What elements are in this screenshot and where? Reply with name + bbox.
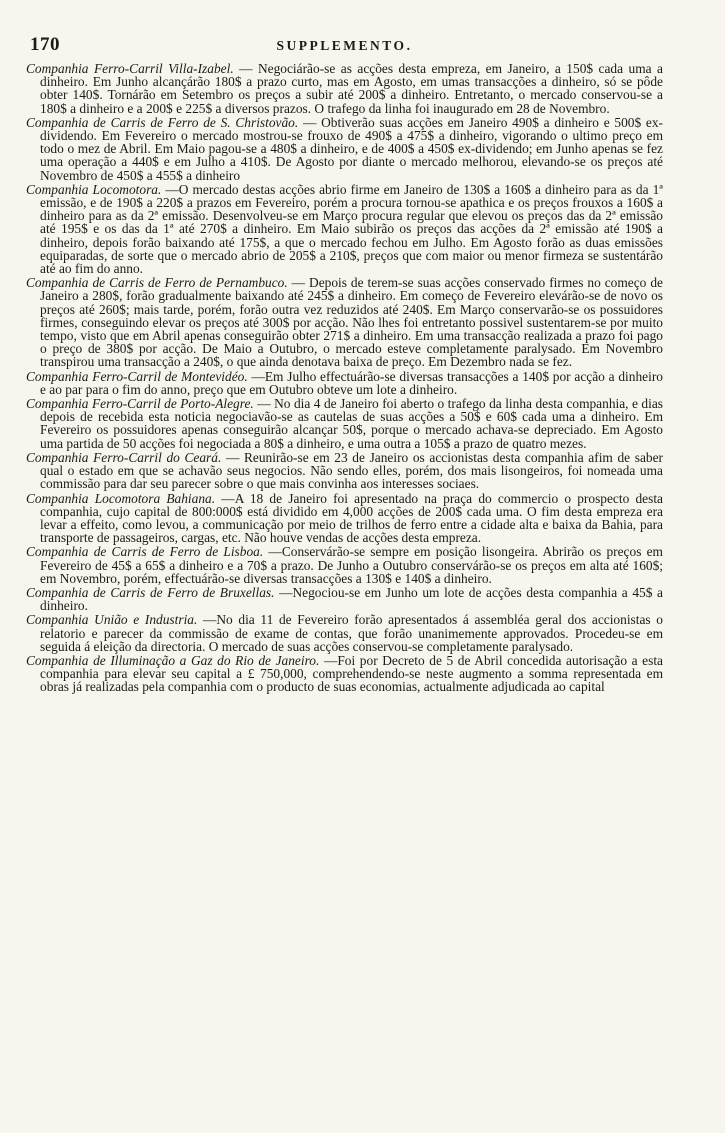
entry-body: — Negociárão-se as acções desta empreza, em Janeiro, a 150$ cada uma a dinheiro. Em Junho alcançárão 180$ a prazo curto, mas em Agosto, em umas transacções a dinheiro, só se pôde obter 140$. Tornárão em Setembro os preços a subir até 200$ a dinheiro. Entretanto, o mercado conservou-se a 180$ a dinheiro e a 200$ e 225$ a diversos prazos. O trafego da linha foi inaugurado em 28 de Novembro. [40,61,663,116]
entry-body: —Foi por Decreto de 5 de Abril concedida autorisação a esta companhia para elevar seu capital a £ 750,000, comprehendendo-se neste augmento a somma representada em obras já realizadas pela companhia com o producto de suas economias, actualmente adjudicada ao capital [40,652,663,695]
entry-title: Companhia de Carris de Ferro de S. Christovão. [26,114,299,130]
entry-body: — Obtiverão suas acções em Janeiro 490$ a dinheiro e 500$ ex-dividendo. Em Fevereiro o mercado mostrou-se frouxo de 490$ a 475$ a dinheiro, vigorando o ultimo preço em todo o mez de Abril. Em Maio pagou-se a 480$ a dinheiro, e de 400$ a 450$ ex-dividendo; em Junho apenas se fez uma operação a 440$ e em Julho a 410$. De Agosto por diante o mercado melhorou, elevando-se os preços até Novembro de 450$ a 455$ a dinheiro [40,114,663,183]
entry-bruxellas [26,586,663,612]
entry-body: — Depois de terem-se suas acções conservado firmes no começo de Janeiro a 280$, forão gradualmente baixando até 245$ a dinheiro. Em começo de Fevereiro elevárão-se de novo os preços até 260$; mais tarde, porém, forão outra vez reduzidos até 240$. Em Março conservarão-se os possuidores firmes, conseguindo elevar os preços até 300$ por acção. Não lhes foi entretanto possivel sustentarem-se por muito tempo, visto que em Abril apenas conseguirão obter 271$ a dinheiro. Em uma transacção realizada a prazo foi pago o preço de 380$ por acção. De Maio a Outubro, o mercado esteve completamente paralysado. Em Novembro transpirou uma transacção a 240$, o que ainda denotava baixa de preço. Em Dezembro nada se fez. [40,275,663,370]
entry-body: —A 18 de Janeiro foi apresentado na praça do commercio o prospecto desta companhia, cujo capital de 800:000$ está dividido em 4,000 acções de 200$ cada uma. O fim desta empreza era levar a effeito, como levou, a communicação por meio de trilhos de ferro entre a cidade alta e baixa da Bahia, para transporte de passageiros, cargas, etc. Não houve vendas de acções desta empreza. [40,490,663,546]
entry-locomotora [26,183,663,275]
entry-title: Companhia de Illuminação a Gaz do Rio de Janeiro. [26,652,320,668]
entry-title: Companhia Locomotora. [26,181,162,197]
entry-title: Companhia Ferro-Carril de Porto-Alegre. [26,396,254,412]
entry-body: —O mercado destas acções abrio firme em Janeiro de 130$ a 160$ a dinheiro para as da 1ª emissão, e de 190$ a 220$ a prazos em Fevereiro, porém a procura tornou-se apathica e os preços frouxos a 160$ a dinheiro para as da 2ª emissão. Desenvolveu-se em Março procura regular que elevou os preços das da 2ª emissão até 195$ e os das da 1ª até 270$ a dinheiro. Em Maio subirão os preços das acções da 2ª emissão até 190$ a dinheiro, depois forão baixando até 175$, a que o mercado fechou em Julho. Em Agosto forão as duas emissões equiparadas, de sorte que o mercado abrio de 205$ a 210$, preços que com maior ou menor firmeza se sustentárão até ao fim do anno. [40,181,663,277]
running-head: SUPPLEMENTO. [276,38,413,53]
entry-lisboa [26,545,663,585]
entry-body: — No dia 4 de Janeiro foi aberto o trafego da linha desta companhia, e dias depois de recebida esta noticia negociavão-se as cautelas de suas acções a 50$ e 60$ cada uma a dinheiro. Em Fevereiro os possuidores apenas conseguirão alcançar 50$, porque o mercado achava-se depreciado. Em Agosto uma partida de 50 acções foi negociada a 80$ a dinheiro, e uma outra a 105$ a prazo de quatro mezes. [40,396,663,451]
entry-pernambuco [26,276,663,368]
entry-title: Companhia União e Industria. [26,612,198,628]
entry-title: Companhia Ferro-Carril de Montevidéo. [26,368,248,384]
entry-villa-izabel [26,62,663,115]
entry-title: Companhia Ferro-Carril do Ceará. [26,449,222,465]
entry-body: —No dia 11 de Fevereiro forão apresentados á assembléa geral dos accionistas o relatorio e parecer da commissão de exame de contas, que forão unanimemente approvados. Procedeu-se em seguida á eleição da directoria. O mercado de suas acções conservou-se completamente paralysado. [40,612,663,654]
entry-ceara [26,451,663,491]
entry-title: Companhia Locomotora Bahiana. [26,490,216,506]
entry-montevideo [26,370,663,396]
entries-list [26,62,663,694]
entry-uniao-industria [26,613,663,653]
entry-title: Companhia Ferro-Carril Villa-Izabel. [26,61,234,76]
entry-illuminacao-gaz [26,654,663,694]
page-header [26,34,663,58]
entry-body: —Em Julho effectuárão-se diversas transacções a 140$ por acção a dinheiro e ao par para o fim do anno, preço que em Outubro obteve um lote a dinheiro. [40,368,663,397]
entry-porto-alegre [26,397,663,450]
entry-body: —Negociou-se em Junho um lote de acções desta companhia a 45$ a dinheiro. [40,584,664,614]
entry-s-christovao [26,116,663,182]
entry-title: Companhia de Carris de Ferro de Pernambuco. [26,275,288,291]
page-number: 170 [30,34,60,55]
entry-body: — Reunirão-se em 23 de Janeiro os accionistas desta companhia afim de saber qual o estado em que se achavão seus negocios. Não sendo elles, porém, dos mais lisongeiros, foi nomeada uma commissão para dar seu parecer sobre o que mais convinha aos interesses sociaes. [40,449,663,492]
entry-title: Companhia de Carris de Ferro de Lisboa. [26,544,264,560]
entry-title: Companhia de Carris de Ferro de Bruxellas. [26,584,275,600]
entry-body: —Conservárão-se sempre em posição lisongeira. Abrirão os preços em Fevereiro de 45$ a 65$ a dinheiro e a 70$ a prazo. De Junho a Outubro conservárão-se os preços em alta até 160$; em Novembro, porém, effectuárão-se diversas transacções a 130$ e 140$ a dinheiro. [40,544,663,586]
entry-locomotora-bahiana [26,492,663,545]
